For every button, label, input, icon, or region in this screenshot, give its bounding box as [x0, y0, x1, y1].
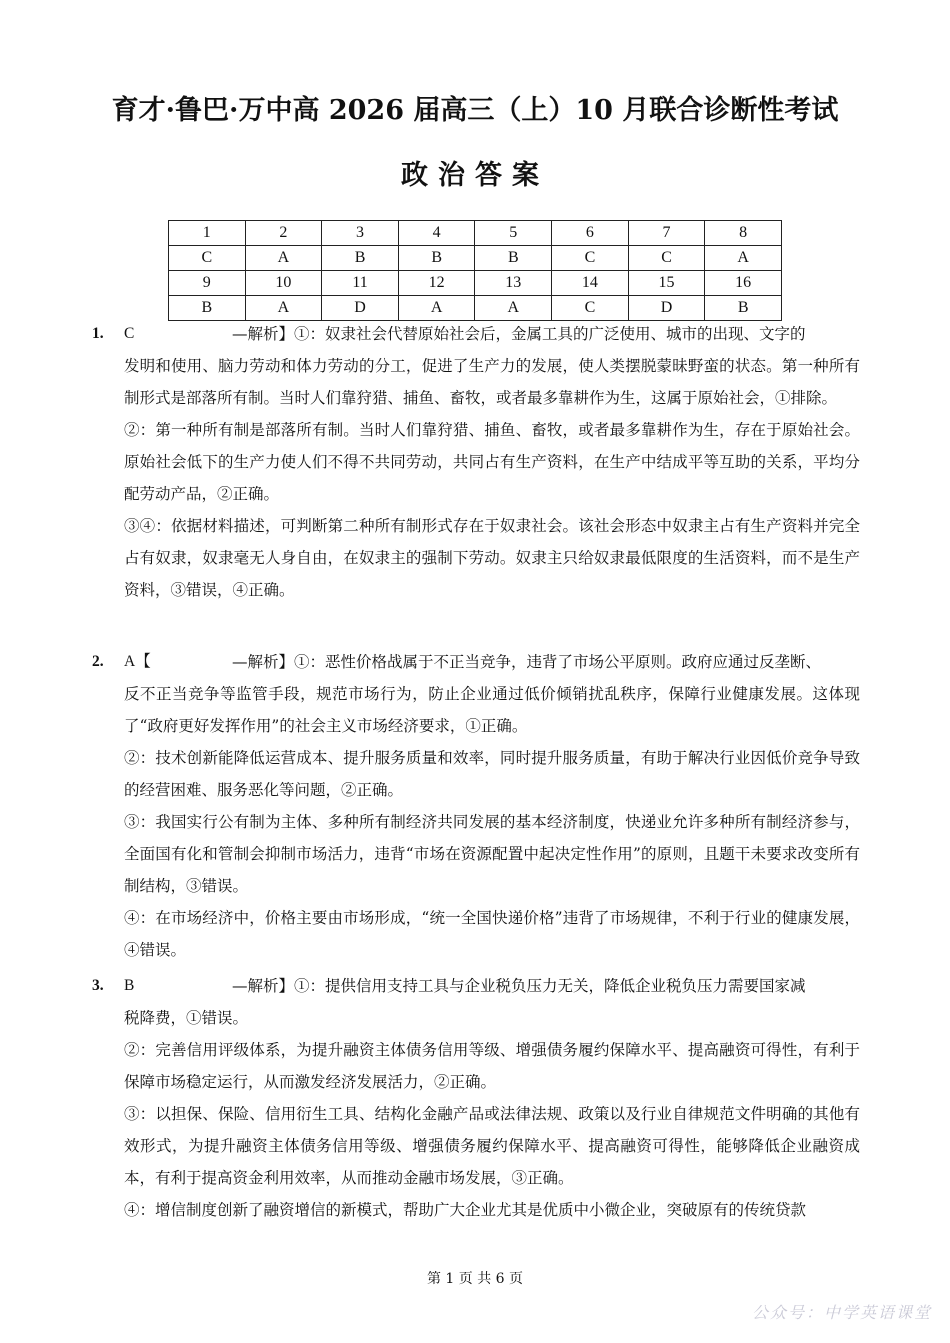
answer-table-cell: B	[169, 296, 246, 321]
analysis-body	[124, 350, 860, 606]
answer-table-cell: B	[705, 296, 782, 321]
analysis-paragraph: ③④：依据材料描述，可判断第二种所有制形式存在于奴隶社会。该社会形态中奴隶主占有生产资料并完全占有奴隶，奴隶毫无人身自由，在奴隶主的强制下劳动。奴隶主只给奴隶最低限度的生活资料，而不是生产资料，③错误，④正确。	[124, 517, 860, 599]
question-number: 3.	[92, 977, 104, 994]
analysis-paragraph: 反不正当竞争等监管手段，规范市场行为，防止企业通过低价倾销扰乱秩序，保障行业健康发展。这体现了“政府更好发挥作用”的社会主义市场经济要求，①正确。	[124, 685, 860, 735]
answer-table-row	[169, 271, 782, 296]
analysis-body	[124, 678, 860, 966]
answer-table-cell: 14	[552, 271, 629, 296]
answer-table-cell: 3	[322, 221, 399, 246]
answer-table-cell: 6	[552, 221, 629, 246]
analysis-paragraph: ②：技术创新能降低运营成本、提升服务质量和效率，同时提升服务质量，有助于解决行业因低价竞争导致的经营困难、服务恶化等问题，②正确。	[124, 749, 860, 799]
answer-table	[168, 220, 782, 321]
answer-table-cell: 9	[169, 271, 246, 296]
analysis-paragraph: ③：我国实行公有制为主体、多种所有制经济共同发展的基本经济制度，快递业允许多种所有制经济参与，全面国有化和管制会抑制市场活力，违背“市场在资源配置中起决定性作用”的原则，且题干未要求改变所有制结构，③错误。	[124, 813, 860, 895]
answer-table-row	[169, 246, 782, 271]
answer-table-cell: 2	[245, 221, 322, 246]
page-footer: 第 1 页 共 6 页	[426, 1271, 524, 1287]
answer-table-cell: D	[322, 296, 399, 321]
answer-table-cell: C	[169, 246, 246, 271]
answer-table-cell: 11	[322, 271, 399, 296]
answer-table-cell: 4	[398, 221, 475, 246]
answer-table-cell: A	[245, 246, 322, 271]
answer-table-cell: A	[245, 296, 322, 321]
question-answer: C	[124, 325, 135, 342]
answer-table-cell: 10	[245, 271, 322, 296]
analysis-paragraph: ④：增信制度创新了融资增信的新模式，帮助广大企业尤其是优质中小微企业，突破原有的传统贷款	[124, 1201, 807, 1219]
answer-table-cell: A	[475, 296, 552, 321]
answer-table-cell: B	[475, 246, 552, 271]
question-answer: A【	[124, 653, 151, 670]
answer-table-cell: C	[552, 296, 629, 321]
answer-table-cell: 1	[169, 221, 246, 246]
analysis-lead: —解析】①：提供信用支持工具与企业税负压力无关，降低企业税负压力需要国家减	[232, 977, 806, 995]
analysis-paragraph: 发明和使用、脑力劳动和体力劳动的分工，促进了生产力的发展，使人类摆脱蒙昧野蛮的状态。第一种所有制形式是部落所有制。当时人们靠狩猎、捕鱼、畜牧，或者最多靠耕作为生，这属于原始社会，①排除。	[124, 357, 860, 407]
answer-table-cell: 16	[705, 271, 782, 296]
analysis-lead: —解析】①：奴隶社会代替原始社会后，金属工具的广泛使用、城市的出现、文字的	[232, 325, 806, 343]
analysis-paragraph: ④：在市场经济中，价格主要由市场形成，“统一全国快递价格”违背了市场规律，不利于行业的健康发展，④错误。	[124, 909, 860, 959]
page-subtitle: 政治答案	[401, 160, 549, 191]
answer-table-cell: B	[322, 246, 399, 271]
answer-table-cell: 7	[628, 221, 705, 246]
question-number: 1.	[92, 325, 104, 342]
analysis-paragraph: ②：完善信用评级体系，为提升融资主体债务信用等级、增强债务履约保障水平、提高融资可得性，有利于保障市场稳定运行，从而激发经济发展活力，②正确。	[124, 1041, 860, 1091]
analysis-lead: —解析】①：恶性价格战属于不正当竞争，违背了市场公平原则。政府应通过反垄断、	[232, 653, 822, 671]
analysis-paragraph: ②：第一种所有制是部落所有制。当时人们靠狩猎、捕鱼、畜牧，或者最多靠耕作为生，存在于原始社会。原始社会低下的生产力使人们不得不共同劳动，共同占有生产资料，在生产中结成平等互助的关系，平均分配劳动产品，②正确。	[124, 421, 860, 503]
answer-table-row	[169, 296, 782, 321]
analysis-paragraph: ③：以担保、保险、信用衍生工具、结构化金融产品或法律法规、政策以及行业自律规范文件明确的其他有效形式，为提升融资主体债务信用等级、增强债务履约保障水平、提高融资可得性，能够降低企业融资成本，有利于提高资金利用效率，从而推动金融市场发展，③正确。	[124, 1105, 860, 1187]
analysis-body	[124, 1002, 860, 1226]
answer-table-cell: D	[628, 296, 705, 321]
answer-table-cell: C	[552, 246, 629, 271]
question-number: 2.	[92, 653, 104, 670]
answer-table-cell: B	[398, 246, 475, 271]
page-title: 育才·鲁巴·万中高 2026 届高三（上）10 月联合诊断性考试	[111, 95, 839, 126]
answer-table-cell: 12	[398, 271, 475, 296]
answer-table-cell: 5	[475, 221, 552, 246]
watermark: 公众号：中学英语课堂	[751, 1303, 932, 1322]
question-answer: B	[124, 977, 135, 994]
answer-table-row	[169, 221, 782, 246]
analysis-paragraph: 税降费，①错误。	[124, 1009, 249, 1027]
answer-table-cell: 15	[628, 271, 705, 296]
answer-table-cell: C	[628, 246, 705, 271]
answer-table-cell: 8	[705, 221, 782, 246]
answer-table-cell: A	[398, 296, 475, 321]
answer-table-cell: A	[705, 246, 782, 271]
answer-table-cell: 13	[475, 271, 552, 296]
